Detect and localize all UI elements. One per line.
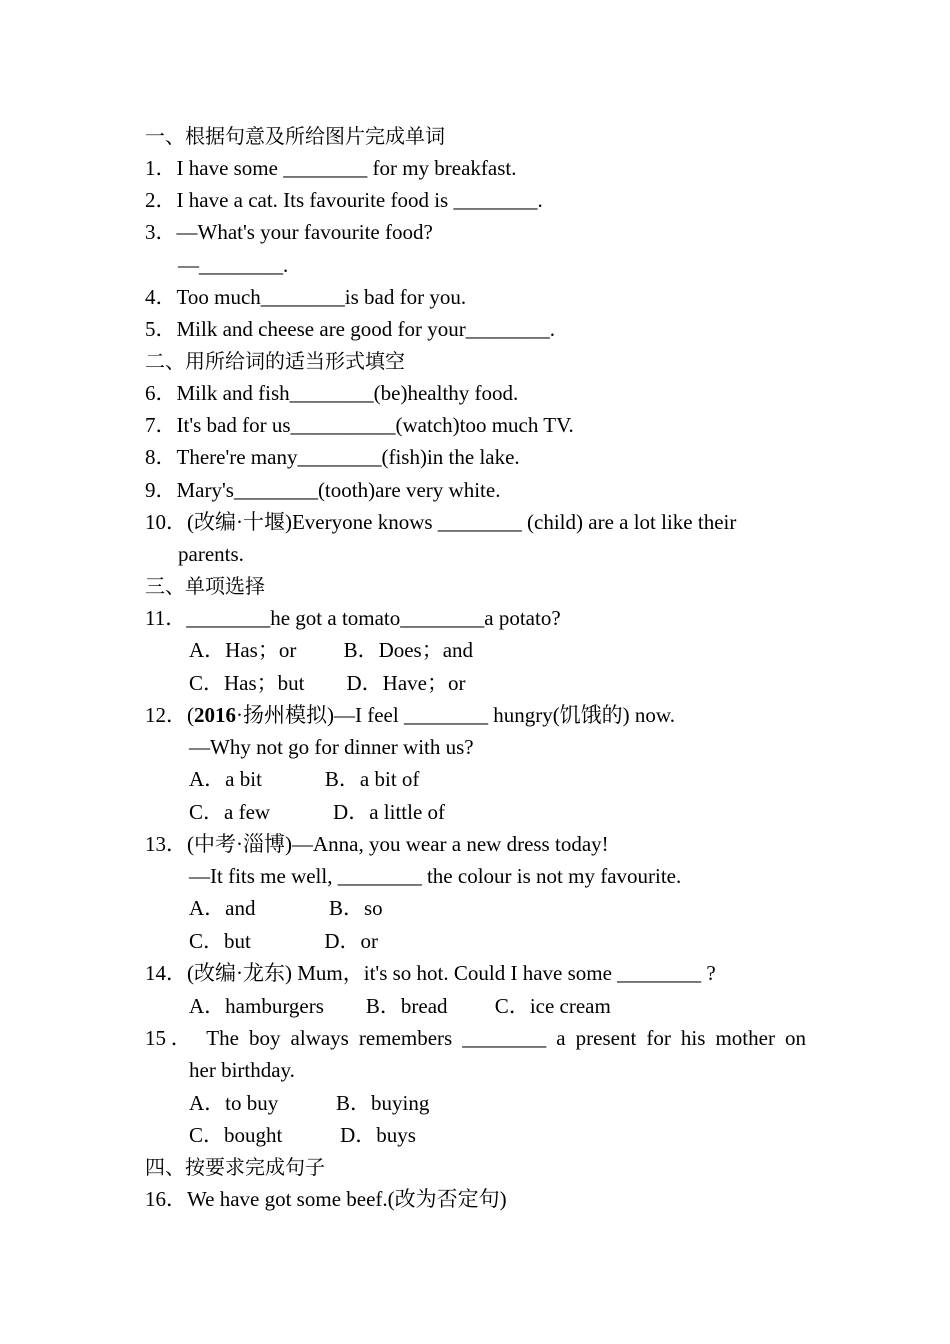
question-12 (145, 700, 675, 730)
question-3-answer: —________. (178, 253, 289, 277)
question-12-options-ab: A．a bit B．a bit of (189, 767, 420, 791)
question-9: 9．Mary's________(tooth)are very white. (145, 478, 501, 502)
question-15-options-ab: A．to buy B．buying (189, 1091, 430, 1115)
question-11-options-cd: C．Has；but D．Have；or (189, 671, 466, 695)
question-10-cont: parents. (178, 542, 244, 566)
question-15-options-cd: C．bought D．buys (189, 1123, 416, 1147)
question-13-options-ab: A．and B．so (189, 896, 383, 920)
section-heading-1: 一、根据句意及所给图片完成单词 (145, 124, 445, 148)
question-13: 13．(中考·淄博)—Anna, you wear a new dress today! (145, 832, 609, 856)
question-11: 11．________he got a tomato________a potato? (145, 606, 561, 630)
section-heading-2: 二、用所给词的适当形式填空 (145, 349, 405, 373)
question-10: 10．(改编·十堰)Everyone knows ________ (child) are a lot like their (145, 510, 737, 534)
question-7: 7．It's bad for us__________(watch)too much TV. (145, 413, 574, 437)
question-1: 1．I have some ________ for my breakfast. (145, 156, 517, 180)
question-12-year: 2016 (194, 703, 236, 727)
question-12-options-cd: C．a few D．a little of (189, 800, 446, 824)
question-6: 6．Milk and fish________(be)healthy food. (145, 381, 519, 405)
question-12-reply: —Why not go for dinner with us? (189, 735, 474, 759)
question-11-options-ab: A．Has；or B．Does；and (189, 638, 474, 662)
section-heading-4: 四、按要求完成句子 (145, 1155, 325, 1179)
question-2: 2．I have a cat. Its favourite food is ________. (145, 188, 543, 212)
question-12-text: ·扬州模拟)—I feel ________ hungry(饥饿的) now. (236, 703, 675, 727)
question-13-reply: —It fits me well, ________ the colour is not my favourite. (189, 864, 682, 888)
question-8: 8．There're many________(fish)in the lake. (145, 445, 520, 469)
question-3: 3．—What's your favourite food? (145, 220, 433, 244)
question-4: 4．Too much________is bad for you. (145, 285, 467, 309)
question-15: 15． The boy always remembers ________ a present for his mother on (145, 1026, 806, 1050)
question-13-options-cd: C．but D．or (189, 929, 378, 953)
question-16: 16．We have got some beef.(改为否定句) (145, 1187, 507, 1211)
question-14-options: A．hamburgers B．bread C．ice cream (189, 994, 611, 1018)
question-12-prefix: 12．( (145, 703, 194, 727)
question-14: 14．(改编·龙东) Mum，it's so hot. Could I have some ________ ? (145, 961, 716, 985)
question-15-cont: her birthday. (189, 1058, 295, 1082)
section-heading-3: 三、单项选择 (145, 574, 265, 598)
question-5: 5．Milk and cheese are good for your________. (145, 317, 555, 341)
